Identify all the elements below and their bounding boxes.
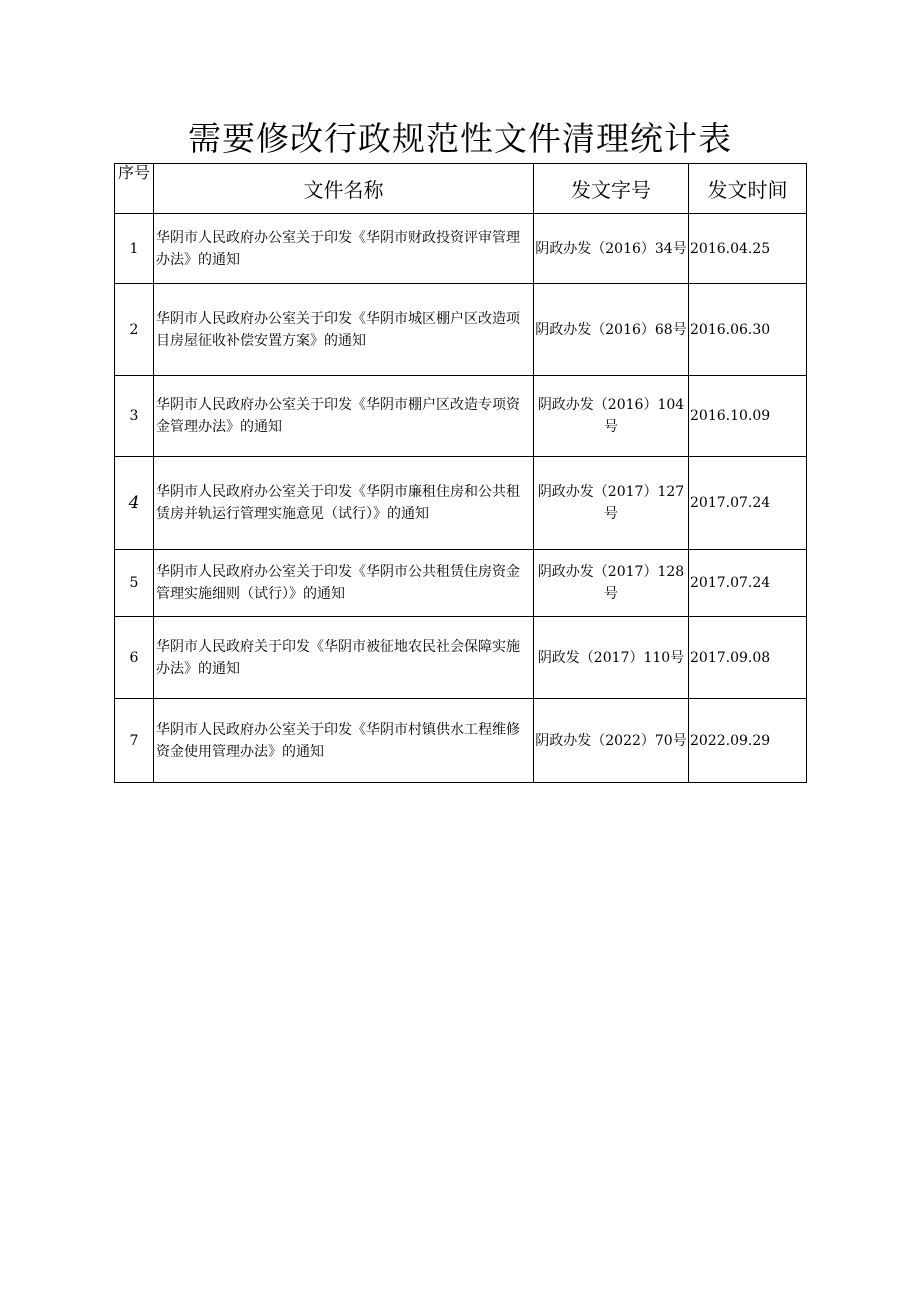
header-seq: 序号 xyxy=(115,164,154,214)
table-row xyxy=(115,376,807,457)
row-name: 华阴市人民政府办公室关于印发《华阴市城区棚户区改造项目房屋征收补偿安置方案》的通知 xyxy=(154,284,534,376)
row-seq: 5 xyxy=(115,550,154,617)
header-date: 发文时间 xyxy=(689,164,807,214)
row-doc-no: 阴政办发（2017）127号 xyxy=(534,457,689,550)
table-row xyxy=(115,284,807,376)
row-seq: 1 xyxy=(115,214,154,284)
row-seq: 6 xyxy=(115,617,154,699)
row-name: 华阴市人民政府办公室关于印发《华阴市财政投资评审管理办法》的通知 xyxy=(154,214,534,284)
row-name: 华阴市人民政府办公室关于印发《华阴市棚户区改造专项资金管理办法》的通知 xyxy=(154,376,534,457)
row-doc-no: 阴政发（2017）110号 xyxy=(534,617,689,699)
table-row xyxy=(115,617,807,699)
row-date: 2016.04.25 xyxy=(689,214,807,284)
row-date: 2017.07.24 xyxy=(689,550,807,617)
table-row xyxy=(115,457,807,550)
row-doc-no: 阴政办发（2017）128号 xyxy=(534,550,689,617)
table-header-row xyxy=(115,164,807,214)
row-seq: 4 xyxy=(115,457,154,550)
row-seq: 2 xyxy=(115,284,154,376)
row-name: 华阴市人民政府办公室关于印发《华阴市村镇供水工程维修资金使用管理办法》的通知 xyxy=(154,699,534,783)
table-row xyxy=(115,699,807,783)
table-row xyxy=(115,214,807,284)
row-seq: 7 xyxy=(115,699,154,783)
page-title: 需要修改行政规范性文件清理统计表 xyxy=(188,119,732,158)
row-date: 2016.06.30 xyxy=(689,284,807,376)
row-doc-no: 阴政办发（2016）104号 xyxy=(534,376,689,457)
row-name: 华阴市人民政府办公室关于印发《华阴市廉租住房和公共租赁房并轨运行管理实施意见（试行）》的通知 xyxy=(154,457,534,550)
header-name: 文件名称 xyxy=(154,164,534,214)
row-doc-no: 阴政办发（2016）68号 xyxy=(534,284,689,376)
row-date: 2016.10.09 xyxy=(689,376,807,457)
row-doc-no: 阴政办发（2022）70号 xyxy=(534,699,689,783)
row-name: 华阴市人民政府办公室关于印发《华阴市公共租赁住房资金管理实施细则（试行）》的通知 xyxy=(154,550,534,617)
table-row xyxy=(115,550,807,617)
row-date: 2017.09.08 xyxy=(689,617,807,699)
row-date: 2022.09.29 xyxy=(689,699,807,783)
row-name: 华阴市人民政府关于印发《华阴市被征地农民社会保障实施办法》的通知 xyxy=(154,617,534,699)
row-doc-no: 阴政办发（2016）34号 xyxy=(534,214,689,284)
row-date: 2017.07.24 xyxy=(689,457,807,550)
row-seq: 3 xyxy=(115,376,154,457)
document-table xyxy=(114,163,807,783)
header-doc-no: 发文字号 xyxy=(534,164,689,214)
